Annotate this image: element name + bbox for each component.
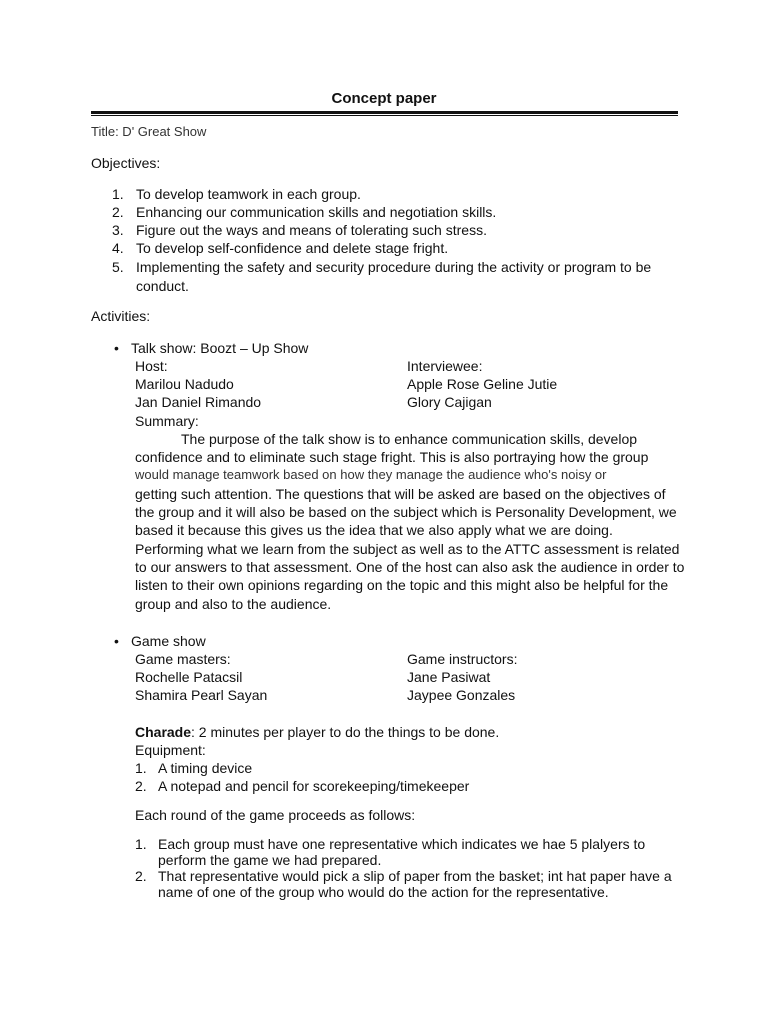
summary-line: Performing what we learn from the subject as well as to the ATTC assessment is related (135, 541, 680, 557)
summary-line: listen to their own opinions regarding on the topic and this might also be helpful for the (135, 577, 669, 593)
objective-text: Implementing the safety and security procedure during the activity or program to be (136, 259, 652, 275)
round-text: Each group must have one representative which indicates we hae 5 plalyers to (158, 836, 646, 852)
summary-line: the group and it will also be based on the subject which is Personality Development, we (135, 504, 677, 520)
host-name: Marilou Nadudo (135, 376, 234, 392)
bullet-icon: • (114, 633, 119, 649)
equipment-item: A timing device (158, 760, 253, 776)
objectives-label: Objectives: (91, 155, 161, 171)
summary-line: group and also to the audience. (135, 596, 332, 612)
game-show-name: Game show (131, 633, 206, 649)
round-text: That representative would pick a slip of paper from the basket; int hat paper have a (158, 868, 672, 884)
objective-text: To develop teamwork in each group. (136, 186, 361, 202)
objective-text: To develop self-confidence and delete stage fright. (136, 240, 449, 256)
round-number: 1. (135, 836, 147, 852)
document-heading: Concept paper (331, 90, 437, 107)
interviewee-name: Glory Cajigan (407, 394, 492, 410)
round-number: 2. (135, 868, 147, 884)
summary-line: based it because this gives us the idea that we also apply what we are doing. (135, 522, 613, 538)
rounds-intro: Each round of the game proceeds as follows: (135, 807, 416, 823)
charade-line (135, 723, 499, 741)
host-name: Jan Daniel Rimando (135, 394, 262, 410)
activities-label: Activities: (91, 308, 151, 324)
objective-number: 4. (112, 240, 124, 256)
objective-number: 2. (112, 204, 124, 220)
equipment-number: 2. (135, 778, 147, 794)
host-label: Host: (135, 358, 168, 374)
objective-number: 1. (112, 186, 124, 202)
summary-line: confidence and to eliminate such stage fright. This is also portraying how the group (135, 449, 649, 465)
game-instructor-name: Jane Pasiwat (407, 669, 491, 685)
summary-label: Summary: (135, 413, 199, 429)
equipment-label: Equipment: (135, 742, 206, 758)
interviewee-name: Apple Rose Geline Jutie (407, 376, 558, 392)
summary-line: The purpose of the talk show is to enhance communication skills, develop (181, 431, 638, 447)
title-line: Title: D' Great Show (91, 124, 207, 139)
summary-line: to our answers to that assessment. One of the host can also ask the audience in order to (135, 559, 685, 575)
game-instructor-name: Jaypee Gonzales (407, 687, 516, 703)
summary-line: getting such attention. The questions that will be asked are based on the objectives of (135, 486, 666, 502)
heading-rule (91, 111, 678, 114)
game-master-name: Rochelle Patacsil (135, 669, 243, 685)
game-masters-label: Game masters: (135, 651, 231, 667)
talk-show-name: Talk show: Boozt – Up Show (131, 340, 309, 356)
equipment-item: A notepad and pencil for scorekeeping/timekeeper (158, 778, 470, 794)
objective-number: 5. (112, 259, 124, 275)
objective-text: Figure out the ways and means of tolerating such stress. (136, 222, 487, 238)
interviewee-label: Interviewee: (407, 358, 483, 374)
charade-text: : 2 minutes per player to do the things to be done. (191, 724, 500, 740)
game-master-name: Shamira Pearl Sayan (135, 687, 268, 703)
heading-rule-thin (91, 115, 678, 116)
bullet-icon: • (114, 340, 119, 356)
objective-text-continued: conduct. (136, 278, 189, 294)
equipment-number: 1. (135, 760, 147, 776)
round-text-continued: perform the game we had prepared. (158, 852, 382, 868)
objective-text: Enhancing our communication skills and negotiation skills. (136, 204, 497, 220)
round-text-continued: name of one of the group who would do the action for the representative. (158, 884, 609, 900)
objective-number: 3. (112, 222, 124, 238)
game-instructors-label: Game instructors: (407, 651, 518, 667)
charade-label: Charade (135, 724, 192, 740)
summary-line: would manage teamwork based on how they manage the audience who's noisy or (135, 467, 607, 482)
